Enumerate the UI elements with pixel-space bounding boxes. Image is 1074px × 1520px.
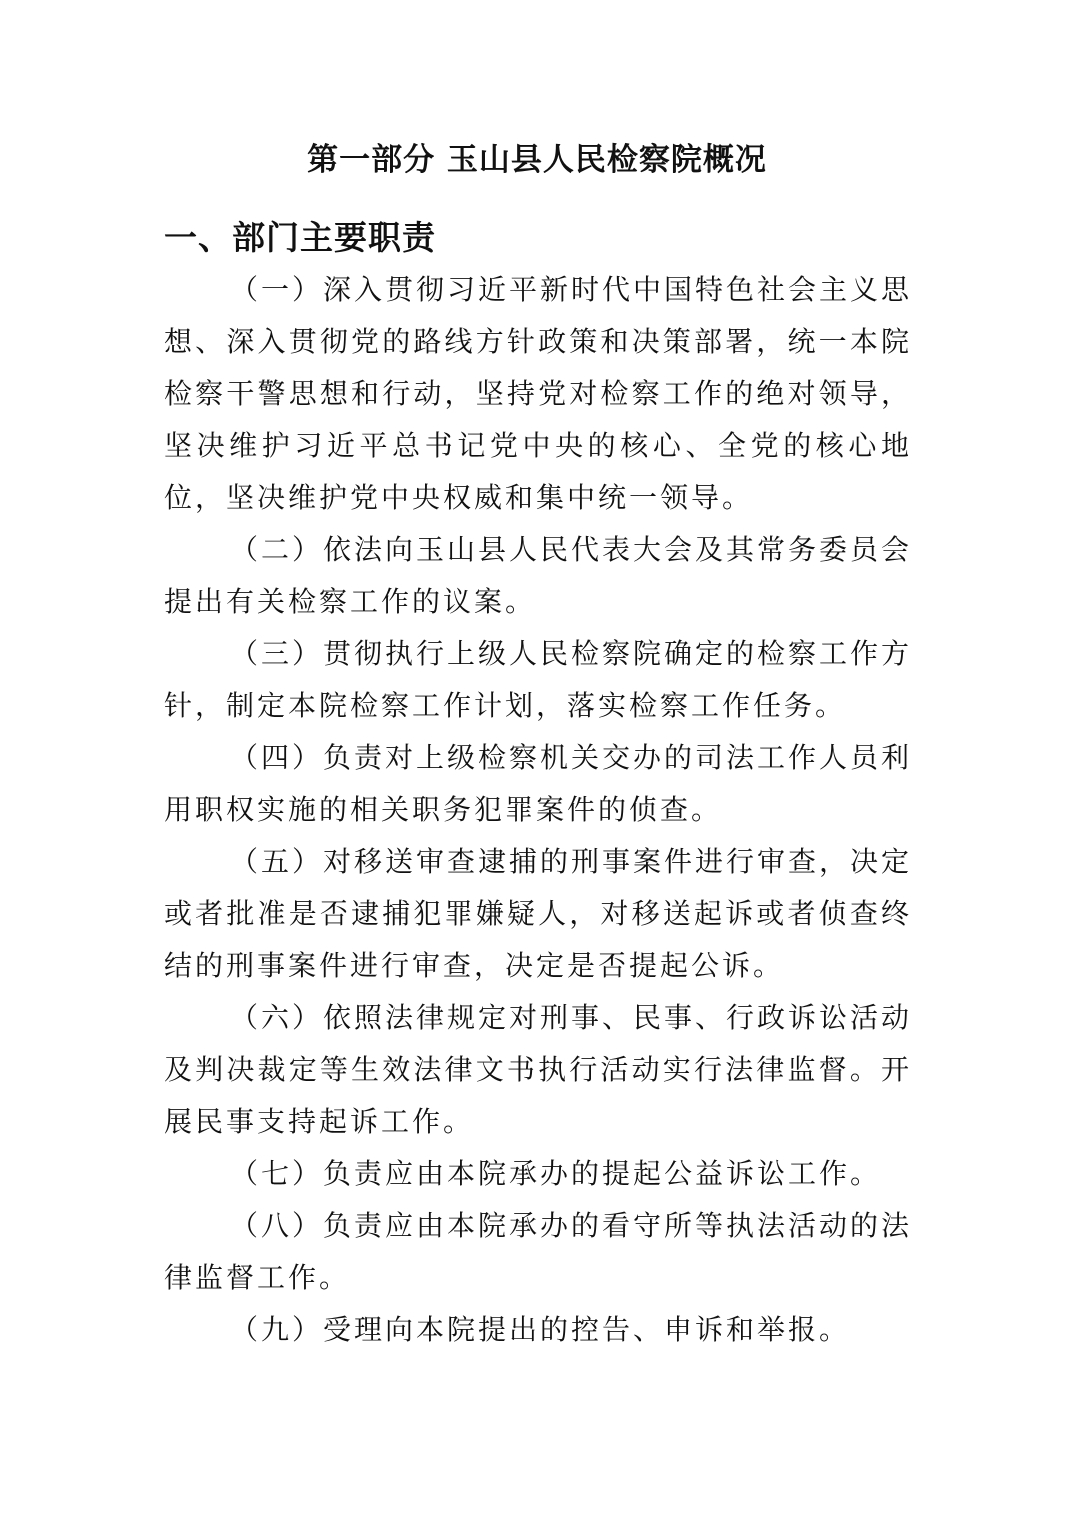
duty-paragraph-5: （五）对移送审查逮捕的刑事案件进行审查，决定或者批准是否逮捕犯罪嫌疑人，对移送起诉或者侦查终结的刑事案件进行审查，决定是否提起公诉。 [164, 845, 913, 982]
duty-paragraph-6: （六）依照法律规定对刑事、民事、行政诉讼活动及判决裁定等生效法律文书执行活动实行法律监督。开展民事支持起诉工作。 [164, 1001, 913, 1138]
duty-paragraph-1: （一）深入贯彻习近平新时代中国特色社会主义思想、深入贯彻党的路线方针政策和决策部署，统一本院检察干警思想和行动，坚持党对检察工作的绝对领导，坚决维护习近平总书记党中央的核心、全党的核心地位，坚决维护党中央权威和集中统一领导。 [164, 273, 913, 514]
duty-paragraph-3: （三）贯彻执行上级人民检察院确定的检察工作方针，制定本院检察工作计划，落实检察工作任务。 [164, 637, 913, 722]
duty-paragraph-8: （八）负责应由本院承办的看守所等执法活动的法律监督工作。 [164, 1209, 913, 1294]
duty-paragraph-4: （四）负责对上级检察机关交办的司法工作人员利用职权实施的相关职务犯罪案件的侦查。 [164, 741, 913, 826]
page-title: 第一部分 玉山县人民检察院概况 [307, 142, 767, 178]
duties-list [164, 264, 912, 1356]
duty-paragraph-9: （九）受理向本院提出的控告、申诉和举报。 [230, 1313, 851, 1346]
duty-paragraph-7: （七）负责应由本院承办的提起公益诉讼工作。 [230, 1157, 882, 1190]
section-heading: 一、部门主要职责 [164, 218, 436, 257]
duty-paragraph-2: （二）依法向玉山县人民代表大会及其常务委员会提出有关检察工作的议案。 [164, 533, 913, 618]
